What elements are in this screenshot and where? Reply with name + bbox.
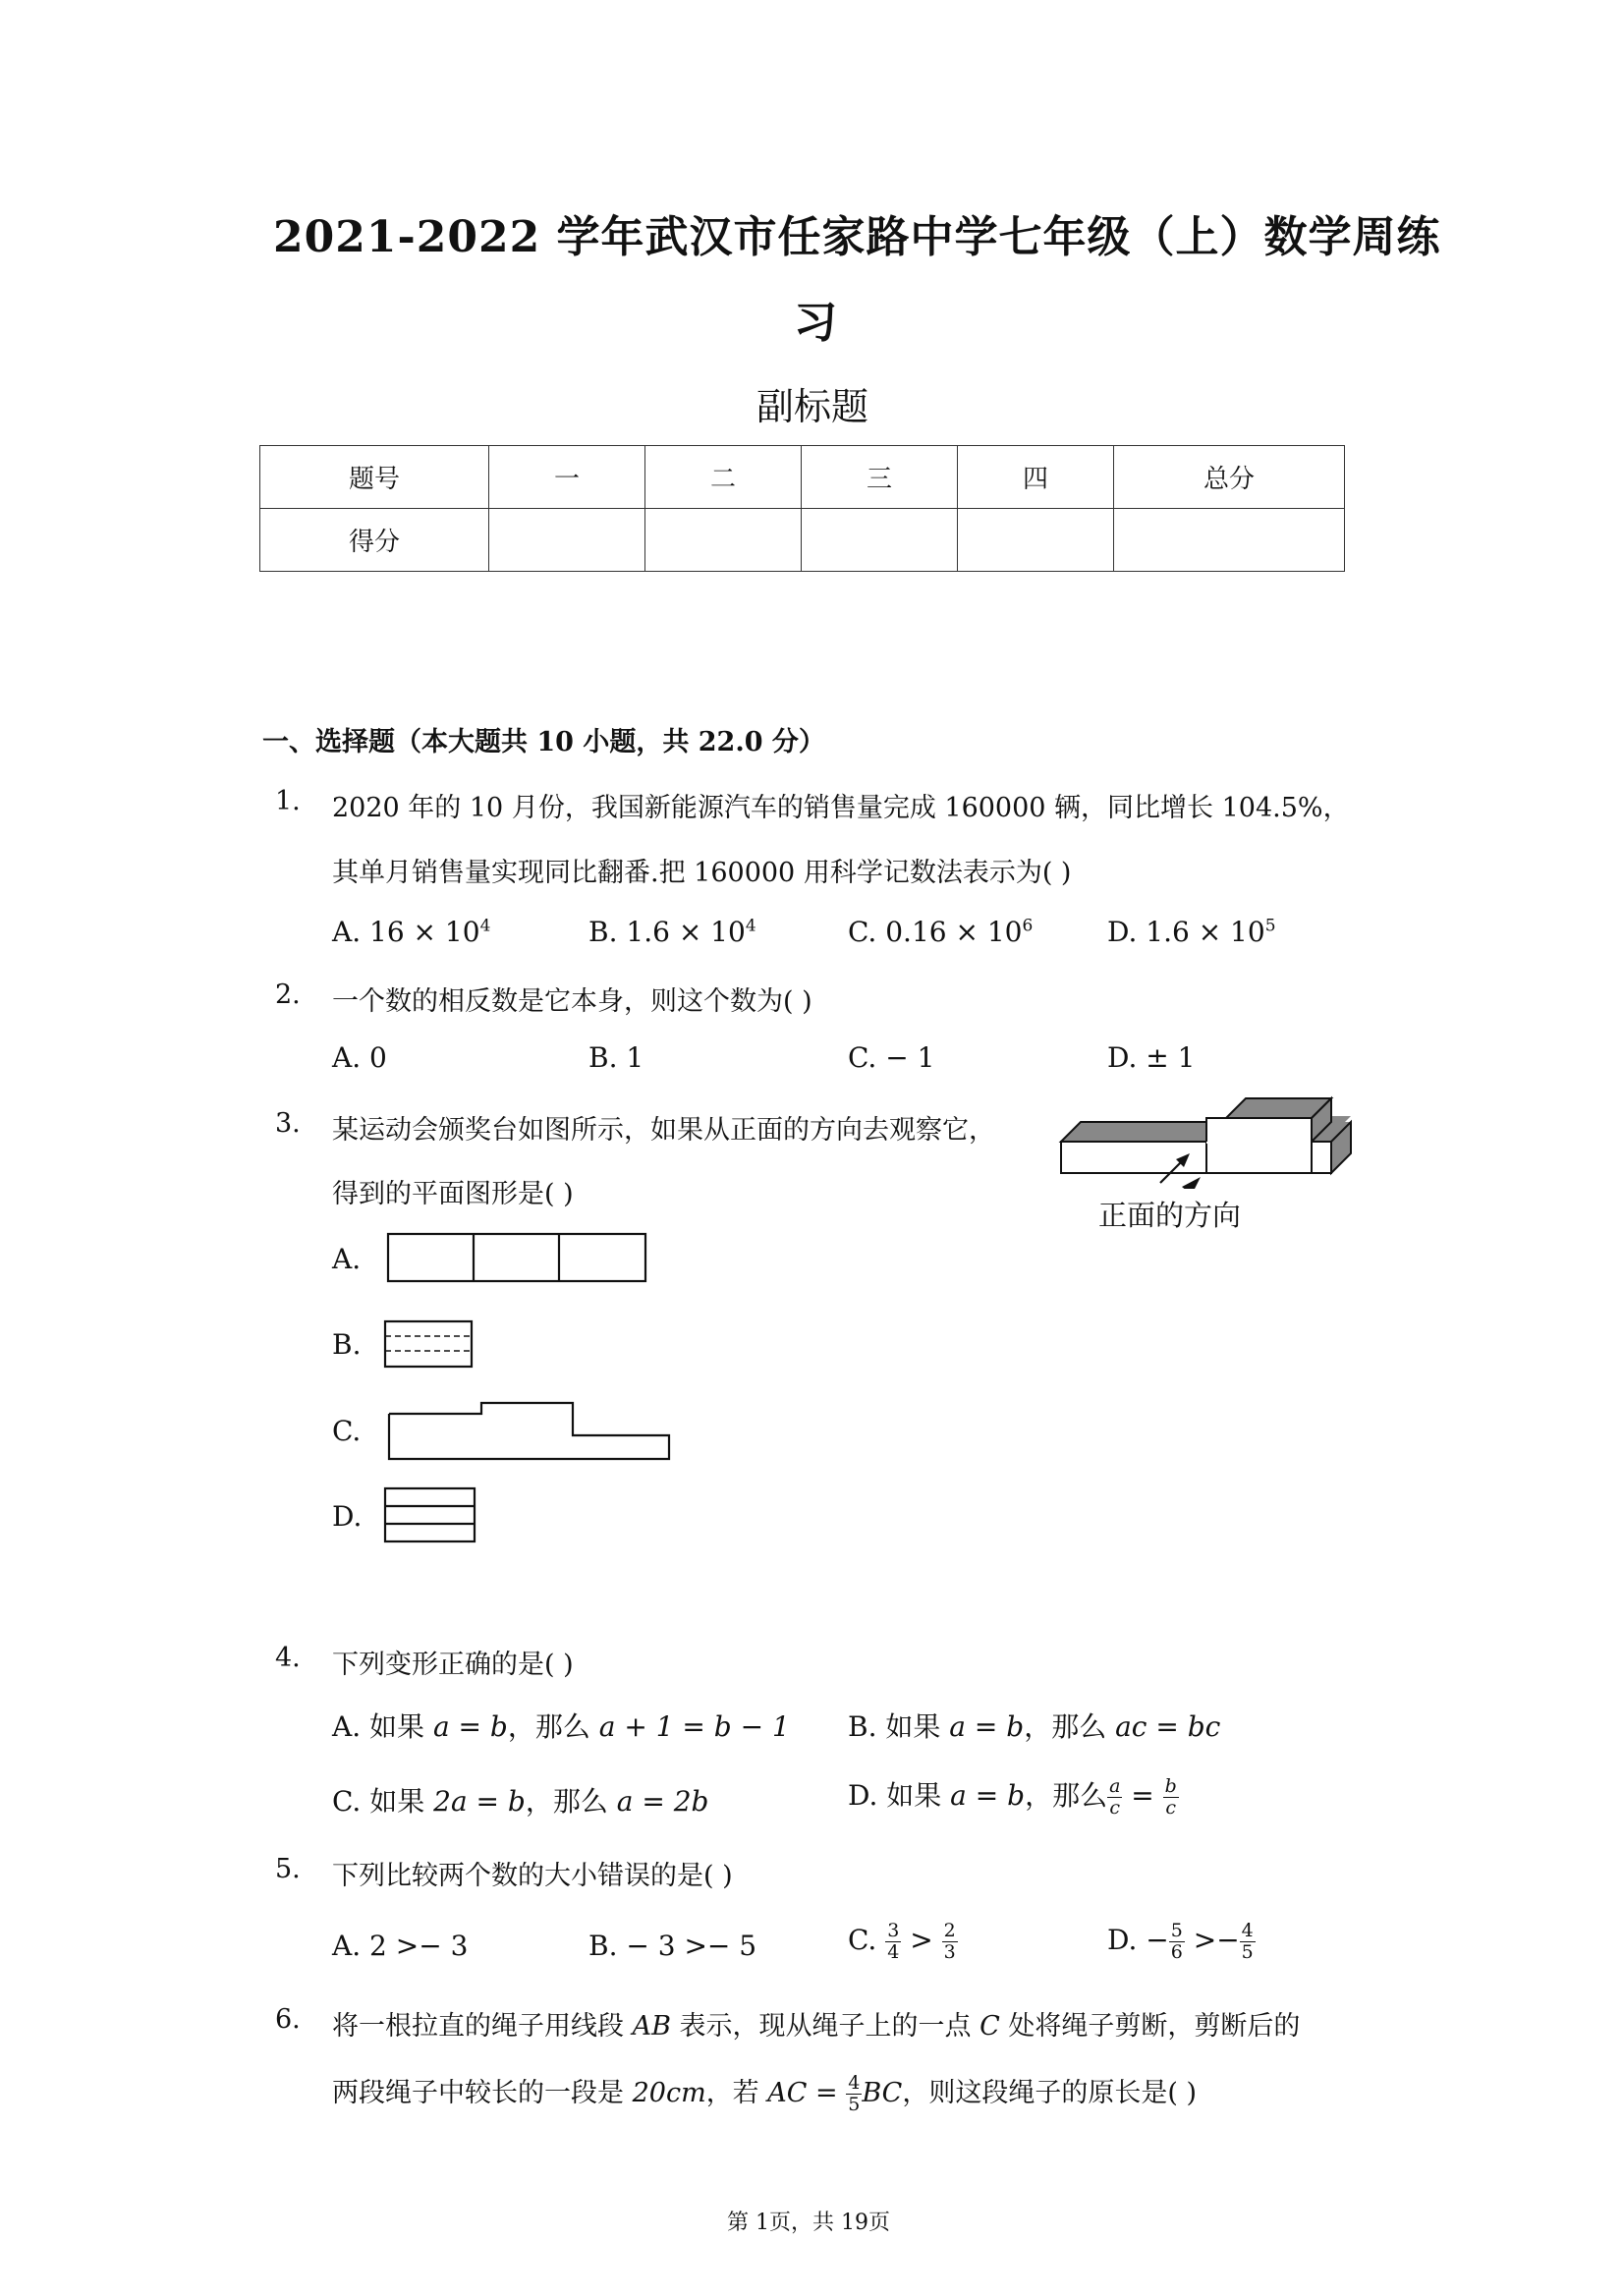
direction-arrow-icon [1154,1149,1194,1189]
option-text: ，那么 [507,1710,599,1743]
fraction: $\frac{b}{c}$ [1164,1775,1177,1819]
fraction: $\frac{5}{6}$ [1170,1920,1183,1963]
option-b[interactable] [588,1930,756,1962]
option-a[interactable] [332,1930,468,1962]
option-text: 如果 [885,1710,950,1743]
option-math: ± 1 [1146,1041,1196,1074]
option-text: 如果 [369,1710,433,1743]
question-text: 下列变形正确的是( ) [332,1650,574,1680]
option-c[interactable] [848,1041,934,1074]
document-title: 2021-2022 学年武汉市任家路中学七年级（上）数学周练 [273,212,1441,262]
exponent: 6 [1022,916,1034,936]
math-symbol: C [979,2011,1000,2042]
option-d[interactable] [1107,916,1276,948]
option-math: 0.16 × 10 [885,916,1023,948]
score-input-cell[interactable] [958,509,1114,572]
option-math: − 1 [885,1041,935,1074]
option-text: ，那么 [1024,1710,1116,1743]
option-math: 1 [626,1041,644,1074]
option-math: a = b [949,1710,1025,1743]
score-table-cell: 一 [489,446,645,509]
question-text: 下列比较两个数的大小错误的是( ) [332,1861,733,1891]
option-math: a = b [432,1710,508,1743]
question-number: 2. [275,980,301,1010]
option-b-label[interactable]: B. [332,1328,362,1361]
question-number: 3. [275,1108,301,1139]
question-text: 将一根拉直的绳子用线段 AB 表示，现从绳子上的一点 C 处将绳子剪断，剪断后的 [332,2011,1301,2042]
option-label: C. [848,1041,877,1074]
option-label: C. [848,1924,877,1956]
question-number: 4. [275,1643,301,1673]
math-symbol: AC = [767,2078,847,2108]
question-text: 某运动会颁奖台如图所示，如果从正面的方向去观察它， [332,1115,995,1146]
question-number: 6. [275,2004,301,2035]
option-d-figure[interactable] [382,1485,478,1544]
option-math: a + 1 = b − 1 [598,1710,790,1743]
option-math: 2 >− 3 [369,1930,469,1962]
option-b[interactable] [588,916,756,948]
option-a[interactable] [332,1706,790,1745]
option-math: − [1146,1924,1169,1956]
option-b-figure[interactable] [382,1318,476,1372]
option-math: > [901,1924,942,1956]
option-c[interactable] [848,1921,958,1963]
question-text: 2020 年的 10 月份，我国新能源汽车的销售量完成 160000 辆，同比增长 104.5%， [332,793,1350,823]
option-label: A. [332,1930,362,1962]
option-math: >− [1184,1924,1240,1956]
option-label: B. [848,1710,877,1743]
option-label: C. [332,1785,362,1818]
math-symbol: AB [632,2011,671,2042]
option-label: A. [332,1041,362,1074]
score-table-cell: 四 [958,446,1114,509]
option-label: C. [848,916,877,948]
score-input-cell[interactable] [1114,509,1345,572]
exponent: 5 [1264,916,1276,936]
option-label: A. [332,1710,362,1743]
option-a[interactable] [332,1041,387,1074]
fraction: $\frac{3}{4}$ [887,1920,900,1963]
option-math: 16 × 10 [369,916,480,948]
score-input-cell[interactable] [802,509,958,572]
page-footer: 第 1页，共 19页 [727,2211,890,2235]
option-math: − 3 >− 5 [626,1930,757,1962]
option-c[interactable] [332,1780,708,1820]
option-label: D. [1107,1041,1138,1074]
exponent: 4 [479,916,491,936]
option-math: 1.6 × 10 [626,916,746,948]
option-label: B. [588,1930,618,1962]
option-label: B. [588,916,618,948]
score-table [259,445,1345,572]
option-text: ，那么 [525,1785,617,1818]
math-symbol: 20cm [632,2078,706,2108]
option-text: 如果 [369,1785,434,1818]
option-label: D. [848,1779,878,1812]
score-table-cell: 三 [802,446,958,509]
figure-caption: 正面的方向 [1098,1199,1242,1232]
option-c-label[interactable]: C. [332,1415,362,1447]
option-a-figure[interactable] [386,1231,651,1286]
option-d[interactable] [848,1774,1179,1819]
score-table-cell: 总分 [1114,446,1345,509]
math-symbol: BC [862,2078,903,2108]
score-table-header-row [260,446,1345,509]
document-title-continued: 习 [794,298,838,348]
score-table-cell: 二 [645,446,802,509]
option-math: 0 [369,1041,387,1074]
fraction: $\frac{4}{5}$ [1241,1920,1254,1963]
option-d-label[interactable]: D. [332,1500,363,1533]
option-label: D. [1107,916,1138,948]
option-text: 如果 [886,1779,951,1812]
fraction: $\frac{a}{c}$ [1109,1775,1121,1819]
score-table-cell: 得分 [260,509,489,572]
option-math: ac = bc [1115,1710,1221,1743]
option-label: B. [588,1041,618,1074]
option-math: a = b [950,1779,1026,1812]
option-b[interactable] [848,1706,1220,1745]
question-text: 得到的平面图形是( ) [332,1179,574,1209]
option-b[interactable] [588,1041,644,1074]
document-subtitle: 副标题 [756,385,869,428]
option-d[interactable] [1107,1041,1195,1074]
fraction: $\frac{2}{3}$ [943,1920,956,1963]
question-text: 其单月销售量实现同比翻番.把 160000 用科学记数法表示为( ) [332,858,1072,888]
score-table-score-row [260,509,1345,572]
option-c[interactable] [848,916,1033,948]
option-c-figure[interactable] [386,1400,673,1465]
option-d[interactable] [1107,1921,1256,1963]
question-number: 5. [275,1854,301,1884]
score-input-cell[interactable] [645,509,802,572]
option-text: ，那么 [1025,1779,1108,1812]
option-text: = [1122,1779,1163,1812]
question-number: 1. [275,786,301,816]
option-a-label[interactable]: A. [332,1243,362,1275]
section-heading: 一、选择题（本大题共 10 小题，共 22.0 分） [262,727,825,757]
option-math: 1.6 × 10 [1146,916,1265,948]
podium-figure [1056,1091,1356,1189]
option-label: A. [332,916,362,948]
option-math: 2a = b [433,1785,526,1818]
score-input-cell[interactable] [489,509,645,572]
fraction: $\frac{4}{5}$ [848,2072,861,2115]
question-text: 两段绳子中较长的一段是 20cm，若 AC = $\frac{4}{5}$ BC，则这段绳子的原长是( ) [332,2072,1197,2115]
exponent: 4 [745,916,756,936]
option-label: D. [1107,1924,1138,1956]
option-a[interactable] [332,916,490,948]
question-text: 一个数的相反数是它本身，则这个数为( ) [332,986,812,1017]
score-table-cell: 题号 [260,446,489,509]
option-math: a = 2b [616,1785,709,1818]
